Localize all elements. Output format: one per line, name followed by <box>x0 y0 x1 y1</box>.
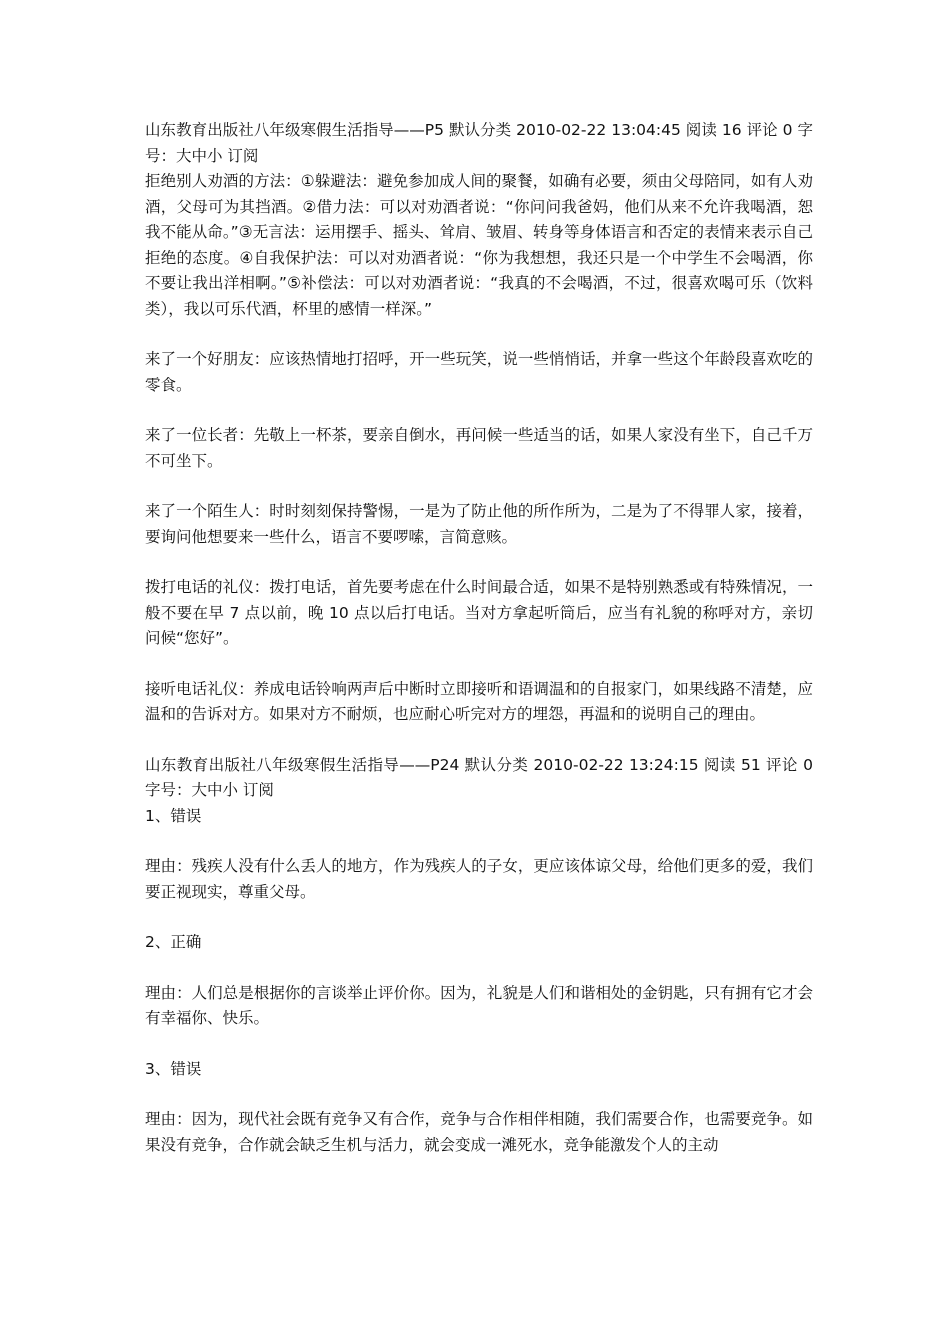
answer-reason: 理由：人们总是根据你的言谈举止评价你。因为，礼貌是人们和谐相处的金钥匙，只有拥有它才会有幸福你、快乐。 <box>145 983 813 1027</box>
paragraph-answering-etiquette: 接听电话礼仪：养成电话铃响两声后中断时立即接听和语调温和的自报家门，如果线路不清楚，应温和的告诉对方。如果对方不耐烦，也应耐心听完对方的埋怨，再温和的说明自己的理由。 <box>145 679 813 723</box>
answer-label: 3、错误 <box>145 1059 202 1078</box>
document-body <box>145 118 813 1158</box>
post-header: 山东教育出版社八年级寒假生活指导——P24 默认分类 2010-02-22 13:24:15 阅读 51 评论 0 字号：大中小 订阅 <box>145 755 813 799</box>
post-header: 山东教育出版社八年级寒假生活指导——P5 默认分类 2010-02-22 13:04:45 阅读 16 评论 0 字号：大中小 订阅 <box>145 121 813 165</box>
answer-label: 2、正确 <box>145 933 202 951</box>
paragraph-good-friend: 来了一个好朋友：应该热情地打招呼，开一些玩笑，说一些悄悄话，并拿一些这个年龄段喜欢吃的零食。 <box>145 350 813 394</box>
paragraph-calling-etiquette: 拨打电话的礼仪：拨打电话，首先要考虑在什么时间最合适，如果不是特别熟悉或有特殊情况，一般不要在早 7 点以前，晚 10 点以后打电话。当对方拿起听筒后，应当有礼貌的称呼对方，亲切问候“您好”。 <box>145 578 813 647</box>
answer-label: 1、错误 <box>145 806 202 825</box>
answer-reason: 理由：残疾人没有什么丢人的地方，作为残疾人的子女，更应该体谅父母，给他们更多的爱，我们要正视现实，尊重父母。 <box>145 857 813 901</box>
answer-reason: 理由：因为，现代社会既有竞争又有合作，竞争与合作相伴相随，我们需要合作，也需要竞争。如果没有竞争，合作就会缺乏生机与活力，就会变成一滩死水，竞争能激发个人的主动 <box>145 1110 813 1154</box>
paragraph-refuse-drinking: 拒绝别人劝酒的方法：①躲避法：避免参加成人间的聚餐，如确有必要，须由父母陪同，如有人劝酒，父母可为其挡酒。②借力法：可以对劝酒者说：“你问问我爸妈，他们从来不允许我喝酒，恕我不能从命。”③无言法：运用摆手、摇头、耸肩、皱眉、转身等身体语言和否定的表情来表示自己拒绝的态度。④自我保护法：可以对劝酒者说：“你为我想想，我还只是一个中学生不会喝酒，你不要让我出洋相啊。”⑤补偿法：可以对劝酒者说：“我真的不会喝酒，不过，很喜欢喝可乐（饮料类），我以可乐代酒，杯里的感情一样深。” <box>145 172 813 318</box>
paragraph-stranger: 来了一个陌生人：时时刻刻保持警惕，一是为了防止他的所作所为，二是为了不得罪人家，接着，要询问他想要来一些什么，语言不要啰嗦，言简意赅。 <box>145 502 813 546</box>
paragraph-elder: 来了一位长者：先敬上一杯茶，要亲自倒水，再问候一些适当的话，如果人家没有坐下，自己千万不可坐下。 <box>145 426 813 470</box>
